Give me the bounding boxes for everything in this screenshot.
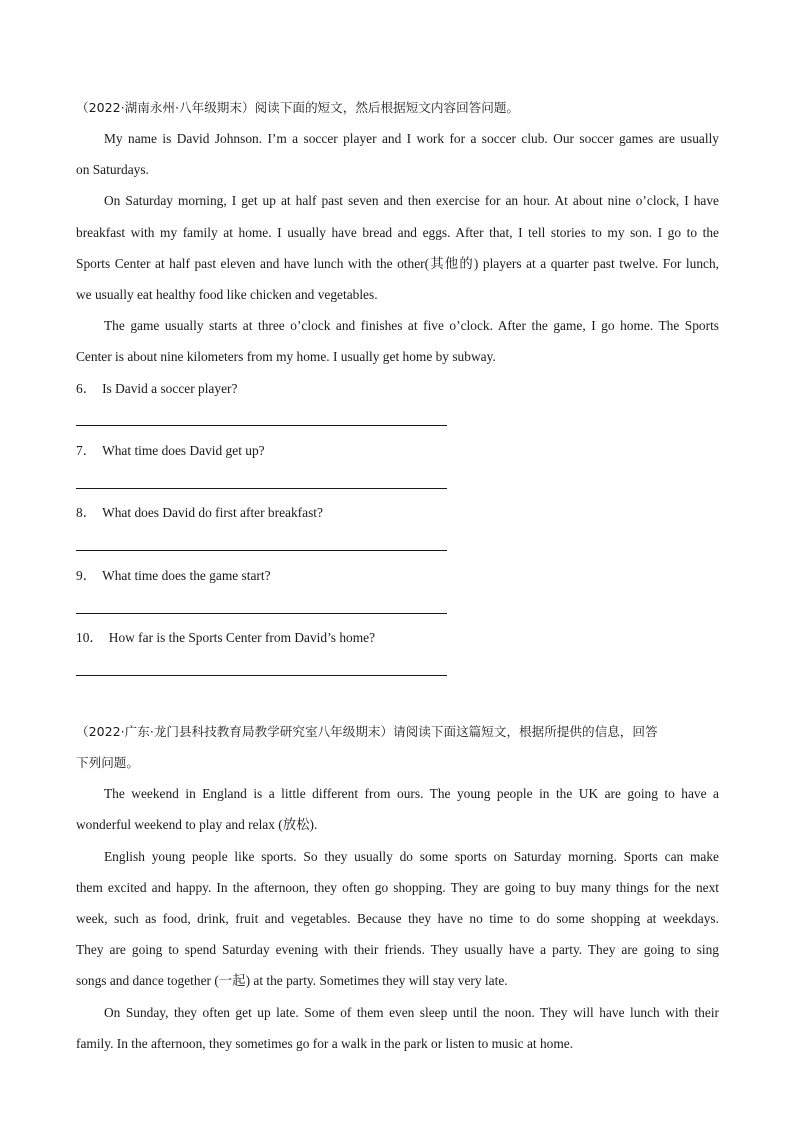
- passage1-line: we usually eat healthy food like chicken and vegetables.: [76, 287, 378, 302]
- passage1-line: My name is David Johnson. I’m a soccer player and I work for a soccer club. Our soccer games are usually: [104, 131, 719, 146]
- passage1-line: on Saturdays.: [76, 162, 149, 177]
- answer-line-9[interactable]: [76, 613, 447, 614]
- passage2-line: them excited and happy. In the afternoon, they often go shopping. They are going to buy many things for the next: [76, 880, 719, 895]
- question-text: What does David do first after breakfast?: [102, 505, 323, 520]
- question-text: What time does the game start?: [102, 568, 271, 583]
- passage1-line: Sports Center at half past eleven and have lunch with the other(其他的) players at a quarter past twelve. For lunch,: [76, 256, 719, 271]
- passage2-line: family. In the afternoon, they sometimes go for a walk in the park or listen to music at home.: [76, 1036, 574, 1051]
- question-10: [76, 629, 719, 647]
- passage2-line: week, such as food, drink, fruit and vegetables. Because they have no time to do some shopping at weekdays.: [76, 911, 719, 926]
- question-text: Is David a soccer player?: [102, 381, 238, 396]
- passage2-source-cont: 下列问题。: [76, 755, 139, 770]
- passage2-line: On Sunday, they often get up late. Some of them even sleep until the noon. They will have lunch with their: [104, 1005, 719, 1020]
- question-number: 10．: [76, 630, 103, 645]
- passage1-line: The game usually starts at three o’clock and finishes at five o’clock. After the game, I go home. The Sports: [104, 318, 719, 333]
- question-number: 7．: [76, 443, 97, 458]
- question-9: [76, 567, 719, 585]
- question-number: 9．: [76, 568, 97, 583]
- question-number: 6．: [76, 381, 97, 396]
- question-7: [76, 442, 719, 460]
- answer-line-10[interactable]: [76, 675, 447, 676]
- answer-line-8[interactable]: [76, 550, 447, 551]
- question-text: How far is the Sports Center from David’s home?: [108, 630, 376, 645]
- passage2-line: songs and dance together (一起) at the party. Sometimes they will stay very late.: [76, 973, 508, 988]
- passage2-line: The weekend in England is a little different from ours. The young people in the UK are going to have a: [104, 786, 719, 801]
- question-8: [76, 504, 719, 522]
- answer-line-6[interactable]: [76, 425, 447, 426]
- question-text: What time does David get up?: [102, 443, 265, 458]
- passage2-line: English young people like sports. So they usually do some sports on Saturday morning. Sports can make: [104, 849, 719, 864]
- passage1-line: breakfast with my family at home. I usually have bread and eggs. After that, I tell stories to my son. I go to the: [76, 225, 719, 240]
- document-page: [76, 0, 719, 1123]
- passage1-source: （2022·湖南永州·八年级期末）阅读下面的短文，然后根据短文内容回答问题。: [76, 100, 520, 115]
- question-6: [76, 380, 719, 398]
- answer-line-7[interactable]: [76, 488, 447, 489]
- passage1-line: Center is about nine kilometers from my home. I usually get home by subway.: [76, 349, 496, 364]
- passage1-line: On Saturday morning, I get up at half past seven and then exercise for an hour. At about nine o’clock, I have: [104, 193, 719, 208]
- passage2-line: wonderful weekend to play and relax (放松).: [76, 817, 318, 832]
- question-number: 8．: [76, 505, 97, 520]
- passage2-source: （2022·广东·龙门县科技教育局教学研究室八年级期末）请阅读下面这篇短文，根据所提供的信息，回答: [76, 724, 658, 739]
- passage2-line: They are going to spend Saturday evening with their friends. They usually have a party. They are going to sing: [76, 942, 719, 957]
